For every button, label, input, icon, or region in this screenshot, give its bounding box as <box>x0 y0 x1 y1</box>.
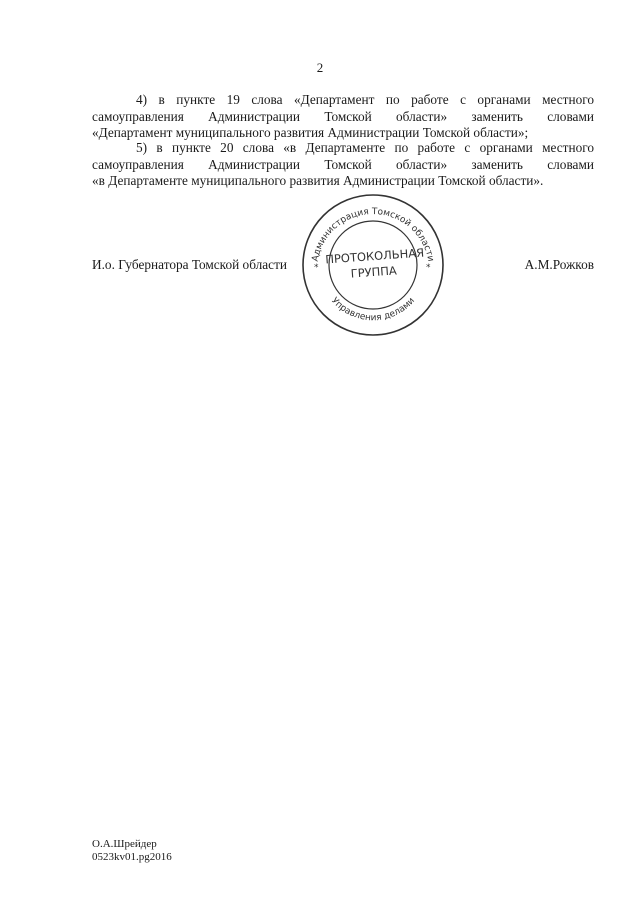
paragraph-line: «в Департаменте муниципального развития Администрации Томской области». <box>92 173 544 188</box>
stamp-outer-text-bottom: Управления делами <box>329 295 417 324</box>
svg-text:*: * <box>314 263 319 273</box>
footer-file-code: 0523kv01.pg2016 <box>92 851 172 863</box>
paragraph-line: самоуправления Администрации Томской области» заменить словами <box>92 108 594 124</box>
official-stamp <box>300 192 446 338</box>
page-number: 2 <box>316 60 324 75</box>
signer-title: И.о. Губернатора Томской области <box>92 257 288 272</box>
signer-name: А.М.Рожков <box>524 257 594 272</box>
footer-info <box>92 838 172 864</box>
paragraph-item-4 <box>92 92 594 142</box>
stamp-center-line-2: ГРУППА <box>350 263 398 281</box>
paragraph-line: 5) в пункте 20 слова «в Департаменте по работе с органами местного <box>136 140 594 155</box>
paragraph-line: самоуправления Администрации Томской области» заменить словами <box>92 156 594 172</box>
paragraph-line: 4) в пункте 19 слова «Департамент по работе с органами местного <box>136 92 594 107</box>
paragraph-item-5 <box>92 140 594 190</box>
paragraph-line: «Департамент муниципального развития Администрации Томской области»; <box>92 125 529 140</box>
svg-text:*: * <box>426 263 431 273</box>
stamp-outer-text-top: Администрация Томской области <box>310 206 436 263</box>
stamp-seal-icon <box>300 192 446 338</box>
footer-author: О.А.Шрейдер <box>92 838 157 850</box>
stamp-center-line-1: ПРОТОКОЛЬНАЯ <box>324 245 425 267</box>
